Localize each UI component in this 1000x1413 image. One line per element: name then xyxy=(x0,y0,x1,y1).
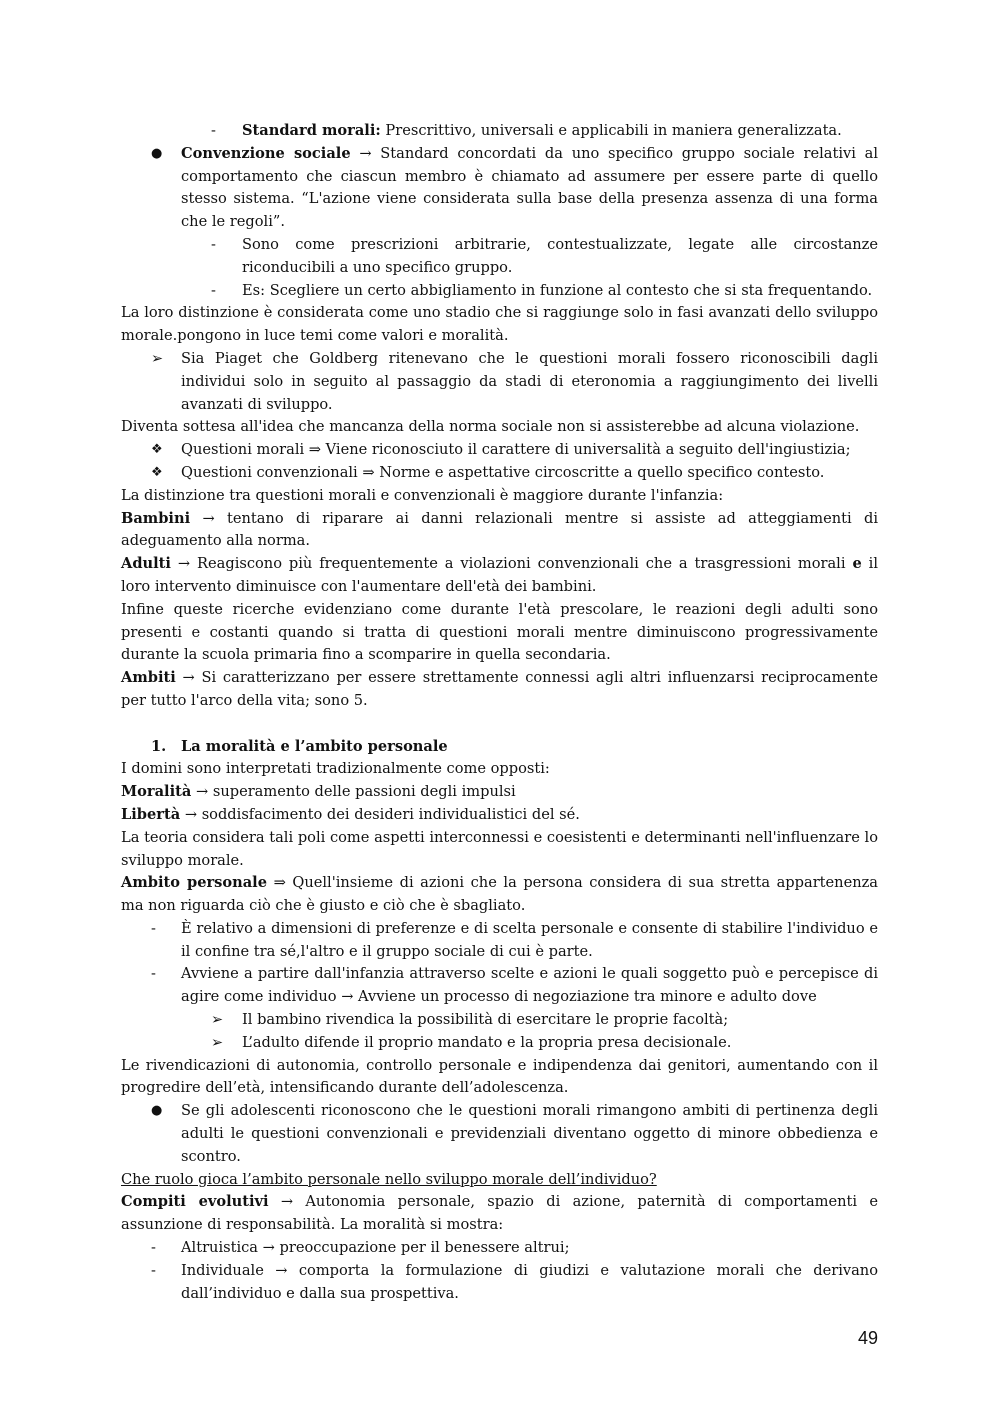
paragraph: Diventa sottesa all'idea che mancanza della norma sociale non si assisterebbe ad alcuna violazione. xyxy=(121,418,860,436)
term-label: Moralità xyxy=(121,783,192,801)
paragraph-text: → soddisfacimento dei desideri individualistici del sé. xyxy=(180,805,580,823)
paragraph xyxy=(121,872,878,918)
bold-word: e xyxy=(852,555,862,573)
bullet-marker: ● xyxy=(151,145,163,161)
item-text: Sia Piaget che Goldberg ritenevano che le questioni morali fossero riconoscibili dagli individui solo in seguito al passaggio da stadi di eteronomia a raggiungimento dei livelli avanzati di sviluppo. xyxy=(181,349,878,413)
item-text: Avviene a partire dall'infanzia attraverso scelte e azioni le quali soggetto può e percepisce di agire come individuo → Avviene un processo di negoziazione tra minore e adulto dove xyxy=(181,965,878,1006)
list-item xyxy=(121,120,878,143)
item-text: Sono come prescrizioni arbitrarie, contestualizzate, legate alle circostanze riconducibili a uno specifico gruppo. xyxy=(242,235,878,276)
paragraph: La teoria considera tali poli come aspetti interconnessi e coesistenti e determinanti nell'influenzare lo sviluppo morale. xyxy=(121,828,878,869)
arrow-marker: ➢ xyxy=(211,1033,224,1051)
dash-marker: - xyxy=(151,919,156,937)
dash-marker: - xyxy=(211,122,216,139)
page-number: 49 xyxy=(857,1328,878,1348)
paragraph-text: → superamento delle passioni degli impulsi xyxy=(191,783,516,801)
underlined-question: Che ruolo gioca l’ambito personale nello sviluppo morale dell’individuo? xyxy=(121,1170,657,1188)
section-title: La moralità e l’ambito personale xyxy=(181,737,448,755)
list-item xyxy=(121,348,878,416)
paragraph: La loro distinzione è considerata come uno stadio che si raggiunge solo in fasi avanzati dello sviluppo morale.pongono in luce temi come valori e moralità. xyxy=(121,304,878,345)
item-text: Il bambino rivendica la possibilità di esercitare le proprie facoltà; xyxy=(242,1011,729,1029)
list-item xyxy=(121,1009,878,1032)
term-label: Convenzione sociale xyxy=(181,144,351,162)
paragraph: I domini sono interpretati tradizionalmente come opposti: xyxy=(121,760,550,778)
term-label: Compiti evolutivi xyxy=(121,1193,269,1211)
paragraph: La distinzione tra questioni morali e convenzionali è maggiore durante l'infanzia: xyxy=(121,486,724,504)
term-label: Ambiti xyxy=(121,669,176,687)
paragraph-text: → tentano di riparare ai danni relazionali mentre si assiste ad atteggiamenti di adeguamento alla norma. xyxy=(121,509,878,550)
item-text: Se gli adolescenti riconoscono che le questioni morali rimangono ambiti di pertinenza degli adulti le questioni convenzionali e previdenziali diventano oggetto di minore obbedienza e scontro. xyxy=(181,1102,878,1165)
list-item xyxy=(121,462,878,485)
list-item xyxy=(121,280,878,303)
paragraph-text: → Si caratterizzano per essere strettamente connessi agli altri influenzarsi reciprocamente per tutto l'arco della vita; sono 5. xyxy=(121,669,878,709)
paragraph-text: il loro intervento diminuisce con l'aumentare dell'età dei bambini. xyxy=(121,555,878,595)
term-label: Adulti xyxy=(121,555,171,573)
paragraph-text: → Autonomia personale, spazio di azione, paternità di comportamenti e assunzione di responsabilità. La moralità si mostra: xyxy=(121,1193,878,1234)
term-label: Libertà xyxy=(121,805,181,823)
list-item xyxy=(121,1237,878,1260)
list-item xyxy=(121,1260,878,1306)
paragraph xyxy=(121,1191,878,1237)
diamond-marker: ❖ xyxy=(151,464,163,480)
item-text: L’adulto difende il proprio mandato e la propria presa decisionale. xyxy=(242,1033,732,1051)
bullet-marker: ● xyxy=(151,1103,163,1119)
paragraph xyxy=(121,781,878,804)
item-text: Altruistica → preoccupazione per il benessere altrui; xyxy=(181,1239,570,1257)
list-item xyxy=(121,963,878,1009)
term-label: Ambito personale xyxy=(121,874,268,892)
document-page xyxy=(121,120,878,1305)
paragraph: Infine queste ricerche evidenziano come durante l'età prescolare, le reazioni degli adulti sono presenti e costanti quando si tratta di questioni morali mentre diminuiscono progressivamente durante la scuola primaria fino a scomparire in quella secondaria. xyxy=(121,600,878,664)
item-text: → Standard concordati da uno specifico gruppo sociale relativi al comportamento che ciascun membro è chiamato ad assumere per essere parte di quello stesso sistema. “L'azione viene considerata sulla base della presenza assenza di una forma che le regoli”. xyxy=(181,144,878,231)
paragraph xyxy=(121,667,878,713)
list-item xyxy=(121,1032,878,1055)
arrow-marker: ➢ xyxy=(151,349,164,367)
diamond-marker: ❖ xyxy=(151,442,163,458)
term-label: Bambini xyxy=(121,509,191,527)
list-item xyxy=(121,1100,878,1168)
dash-marker: - xyxy=(211,281,216,299)
item-text: È relativo a dimensioni di preferenze e di scelta personale e consente di stabilire l'individuo e il confine tra sé,l'altro e il gruppo sociale di cui è parte. xyxy=(181,919,878,960)
dash-marker: - xyxy=(151,1261,156,1279)
item-text: Questioni convenzionali ⇒ Norme e aspettative circoscritte a quello specifico contesto. xyxy=(181,463,825,481)
section-heading xyxy=(121,736,878,759)
item-text: Questioni morali ⇒ Viene riconosciuto il carattere di universalità a seguito dell'ingiustizia; xyxy=(181,441,851,459)
term-label: Standard morali: xyxy=(242,122,381,139)
item-text: Prescrittivo, universali e applicabili in maniera generalizzata. xyxy=(380,122,842,139)
list-item xyxy=(121,234,878,280)
section-number: 1. xyxy=(151,737,167,755)
list-item xyxy=(121,918,878,964)
item-text: Individuale → comporta la formulazione di giudizi e valutazione morali che derivano dall’individuo e dalla sua prospettiva. xyxy=(181,1261,878,1302)
list-item xyxy=(121,143,878,234)
paragraph: Le rivendicazioni di autonomia, controllo personale e indipendenza dai genitori, aumentando con il progredire dell’età, intensificando durante dell’adolescenza. xyxy=(121,1056,878,1097)
paragraph xyxy=(121,553,878,599)
paragraph-text: ⇒ Quell'insieme di azioni che la persona considera di sua stretta appartenenza ma non riguarda ciò che è giusto e ciò che è sbagliato. xyxy=(121,874,878,915)
item-text: Es: Scegliere un certo abbigliamento in funzione al contesto che si sta frequentando. xyxy=(242,281,873,299)
arrow-marker: ➢ xyxy=(211,1011,224,1029)
dash-marker: - xyxy=(151,1239,156,1257)
paragraph-text: → Reagiscono più frequentemente a violazioni convenzionali che a trasgressioni morali xyxy=(170,555,853,573)
paragraph xyxy=(121,508,878,554)
list-item xyxy=(121,439,878,462)
paragraph xyxy=(121,804,878,827)
dash-marker: - xyxy=(211,235,216,253)
dash-marker: - xyxy=(151,965,156,983)
blank-line xyxy=(121,713,878,736)
